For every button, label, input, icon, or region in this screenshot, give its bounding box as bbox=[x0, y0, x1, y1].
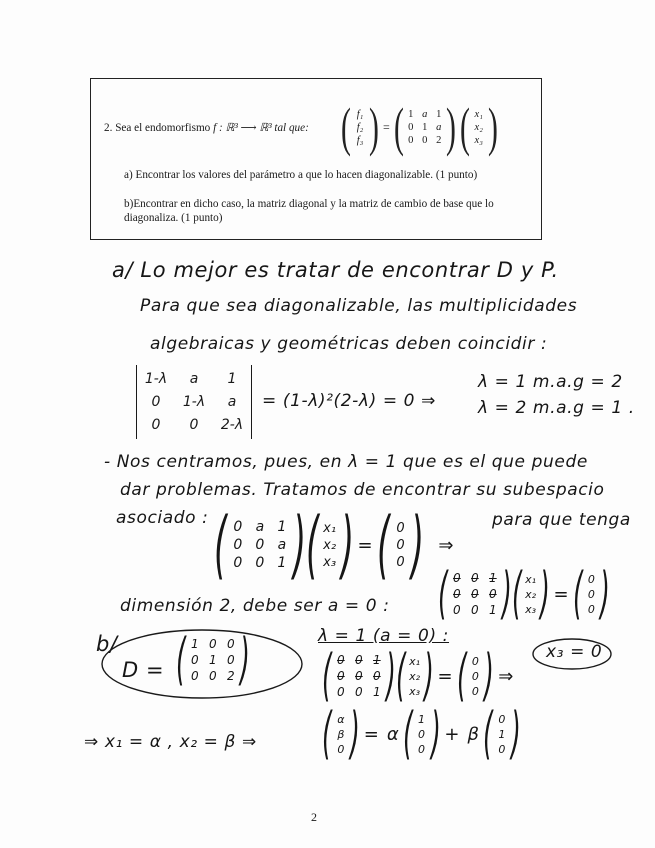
m3-entry: 1 bbox=[373, 685, 381, 699]
det-entry: a bbox=[189, 371, 199, 387]
eigen-system-3: ( 0 0 1 0 0 0 0 0 1 ) ( x₁ x₂ x₃ ) = ( 0 0 0 ) ⇒ bbox=[322, 643, 514, 708]
hw-line-6: asociado : bbox=[116, 508, 209, 528]
x-entry: x₂ bbox=[409, 669, 421, 683]
m1-entry: 1 bbox=[277, 555, 287, 571]
det-entry: 1-λ bbox=[144, 371, 168, 387]
det-entry: 2-λ bbox=[220, 417, 244, 433]
lhs-entry: f₃ bbox=[356, 134, 364, 146]
basis1-entry: 1 bbox=[418, 712, 426, 726]
zero-entry: 0 bbox=[396, 554, 405, 570]
basis2-entry: 0 bbox=[498, 742, 506, 756]
m2-entry: 0 bbox=[453, 603, 461, 617]
m2-entry: 1 bbox=[489, 603, 497, 617]
rhs-vector: ( x₁ x₂ x₃ ) bbox=[459, 97, 498, 157]
m1-entry: a bbox=[255, 519, 265, 535]
det-entry: 0 bbox=[189, 417, 199, 433]
m3-entry: 0 bbox=[337, 653, 345, 667]
equals-sign: = bbox=[437, 665, 453, 687]
gen-entry: 0 bbox=[337, 742, 345, 756]
matrix-entry: 1 bbox=[422, 121, 428, 133]
gen-entry: α bbox=[337, 712, 345, 726]
general-solution: ( α β 0 ) = α ( 1 0 0 ) + β ( 0 1 0 ) bbox=[322, 701, 521, 766]
x-entry: x₃ bbox=[525, 602, 537, 616]
m1-entry: 0 bbox=[233, 519, 243, 535]
x3-zero: x₃ = 0 bbox=[546, 642, 603, 662]
zero-entry: 0 bbox=[471, 684, 479, 698]
d-entry: 1 bbox=[209, 653, 217, 667]
equals-sign: = bbox=[363, 723, 379, 745]
lhs-vector: ( f₁ f₂ f₃ ) bbox=[341, 97, 379, 157]
x-entry: x₃ bbox=[323, 554, 337, 570]
m1-entry: 0 bbox=[255, 537, 265, 553]
plus-sign: + bbox=[444, 723, 460, 745]
m3-entry: 0 bbox=[373, 669, 381, 683]
problem-statement bbox=[104, 121, 309, 134]
x-entry: x₁ bbox=[525, 572, 537, 586]
eigen-system-1: ( 0 a 1 0 0 a 0 0 1 ) ( x₁ x₂ x₃ ) = ( 0 0 0 ) ⇒ bbox=[213, 502, 454, 588]
m2-entry: 0 bbox=[471, 571, 479, 585]
hw-line-7: para que tenga bbox=[492, 510, 631, 530]
basis2-entry: 0 bbox=[498, 712, 506, 726]
d-entry: 2 bbox=[227, 669, 235, 683]
rhs-entry: x₂ bbox=[474, 121, 483, 133]
hw-line-8: dimensión 2, debe ser a = 0 : bbox=[120, 596, 390, 616]
x-entry: x₂ bbox=[323, 537, 337, 553]
m2-entry: 0 bbox=[489, 587, 497, 601]
d-entry: 1 bbox=[191, 637, 199, 651]
matrix-entry: a bbox=[436, 121, 442, 133]
m3-entry: 0 bbox=[337, 685, 345, 699]
equals-sign: = bbox=[357, 534, 373, 556]
zero-entry: 0 bbox=[396, 537, 405, 553]
diagonal-label: D = bbox=[122, 658, 165, 682]
gen-entry: β bbox=[337, 727, 345, 741]
part-b-question: b)Encontrar en dicho caso, la matriz diagonal y la matriz de cambio de base que lo diagonaliza. (1 punto) bbox=[124, 198, 494, 224]
matrix-entry: 1 bbox=[436, 108, 442, 120]
basis1-entry: 0 bbox=[418, 742, 426, 756]
matrix-entry: 0 bbox=[408, 134, 414, 146]
characteristic-determinant bbox=[136, 365, 252, 439]
equals-sign: = bbox=[382, 119, 390, 134]
zero-entry: 0 bbox=[396, 520, 405, 536]
d-entry: 0 bbox=[227, 637, 235, 651]
parametric-line: ⇒ x₁ = α , x₂ = β ⇒ bbox=[84, 732, 257, 752]
det-entry: 1 bbox=[227, 371, 237, 387]
m1-entry: 0 bbox=[233, 537, 243, 553]
m3-entry: 0 bbox=[355, 653, 363, 667]
matrix-entry: 0 bbox=[422, 134, 428, 146]
lambda-case: λ = 1 (a = 0) : bbox=[318, 626, 450, 646]
m2-entry: 0 bbox=[471, 603, 479, 617]
coefficient-matrix: ( 1 a 1 0 1 a 0 0 2 ) bbox=[393, 97, 456, 157]
zero-entry: 0 bbox=[587, 572, 595, 586]
matrix-entry: 0 bbox=[408, 121, 414, 133]
alpha-coefficient: α bbox=[386, 723, 399, 745]
x-entry: x₁ bbox=[323, 520, 337, 536]
zero-entry: 0 bbox=[471, 654, 479, 668]
d-entry: 0 bbox=[191, 669, 199, 683]
det-entry: 1-λ bbox=[182, 394, 206, 410]
m2-entry: 1 bbox=[489, 571, 497, 585]
lhs-entry: f₁ bbox=[356, 108, 364, 120]
m2-entry: 0 bbox=[453, 571, 461, 585]
equals-sign: = bbox=[553, 583, 569, 605]
hw-line-5: dar problemas. Tratamos de encontrar su subespacio bbox=[120, 480, 605, 500]
eigenvalue-1: λ = 1 m.a.g = 2 bbox=[478, 372, 623, 392]
implies-arrow: ⇒ bbox=[438, 534, 454, 556]
d-entry: 0 bbox=[209, 669, 217, 683]
d-entry: 0 bbox=[209, 637, 217, 651]
map-text: f : ℝ³ ⟶ ℝ³ tal que: bbox=[213, 122, 309, 134]
hw-line-2: Para que sea diagonalizable, las multiplicidades bbox=[140, 296, 578, 316]
eigenvalue-2: λ = 2 m.a.g = 1 . bbox=[478, 398, 635, 418]
lhs-entry: f₂ bbox=[356, 121, 364, 133]
rhs-entry: x₃ bbox=[474, 134, 483, 146]
m2-entry: 0 bbox=[471, 587, 479, 601]
part-a-question: a) Encontrar los valores del parámetro a que lo hacen diagonalizable. (1 punto) bbox=[124, 169, 478, 181]
basis2-entry: 1 bbox=[498, 727, 506, 741]
hw-line-4: - Nos centramos, pues, en λ = 1 que es el que puede bbox=[104, 452, 588, 472]
problem-matrix-equation bbox=[341, 97, 498, 157]
x-entry: x₁ bbox=[409, 654, 421, 668]
implies-arrow: ⇒ bbox=[498, 665, 514, 687]
problem-box bbox=[90, 78, 542, 240]
m3-entry: 0 bbox=[355, 685, 363, 699]
x-entry: x₃ bbox=[409, 684, 421, 698]
m1-entry: 1 bbox=[277, 519, 287, 535]
d-entry: 0 bbox=[191, 653, 199, 667]
part-b-label: b/ bbox=[96, 632, 118, 656]
m1-entry: 0 bbox=[255, 555, 265, 571]
zero-entry: 0 bbox=[471, 669, 479, 683]
det-entry: 0 bbox=[151, 394, 161, 410]
zero-entry: 0 bbox=[587, 587, 595, 601]
diagonal-matrix: ( 1 0 0 0 1 0 0 0 2 ) bbox=[176, 627, 250, 692]
d-entry: 0 bbox=[227, 653, 235, 667]
m3-entry: 0 bbox=[337, 669, 345, 683]
beta-coefficient: β bbox=[467, 723, 479, 745]
m1-entry: a bbox=[277, 537, 287, 553]
page-number: 2 bbox=[311, 810, 317, 824]
m3-entry: 0 bbox=[355, 669, 363, 683]
matrix-entry: 2 bbox=[436, 134, 442, 146]
m2-entry: 0 bbox=[453, 587, 461, 601]
det-entry: 0 bbox=[151, 417, 161, 433]
x-entry: x₂ bbox=[525, 587, 537, 601]
m1-entry: 0 bbox=[233, 555, 243, 571]
statement-text: 2. Sea el endomorfismo bbox=[104, 122, 211, 134]
hw-line-3: algebraicas y geométricas deben coincidir : bbox=[150, 334, 548, 354]
matrix-entry: a bbox=[422, 108, 428, 120]
hw-line-1: a/ Lo mejor es tratar de encontrar D y P. bbox=[112, 258, 559, 282]
characteristic-polynomial: = (1-λ)²(2-λ) = 0 ⇒ bbox=[262, 391, 436, 411]
rhs-entry: x₁ bbox=[474, 108, 483, 120]
basis1-entry: 0 bbox=[418, 727, 426, 741]
det-entry: a bbox=[227, 394, 237, 410]
matrix-entry: 1 bbox=[408, 108, 414, 120]
eigen-system-2: ( 0 0 1 0 0 0 0 0 1 ) ( x₁ x₂ x₃ ) = ( 0 0 0 ) bbox=[438, 561, 611, 626]
m3-entry: 1 bbox=[373, 653, 381, 667]
zero-entry: 0 bbox=[587, 602, 595, 616]
